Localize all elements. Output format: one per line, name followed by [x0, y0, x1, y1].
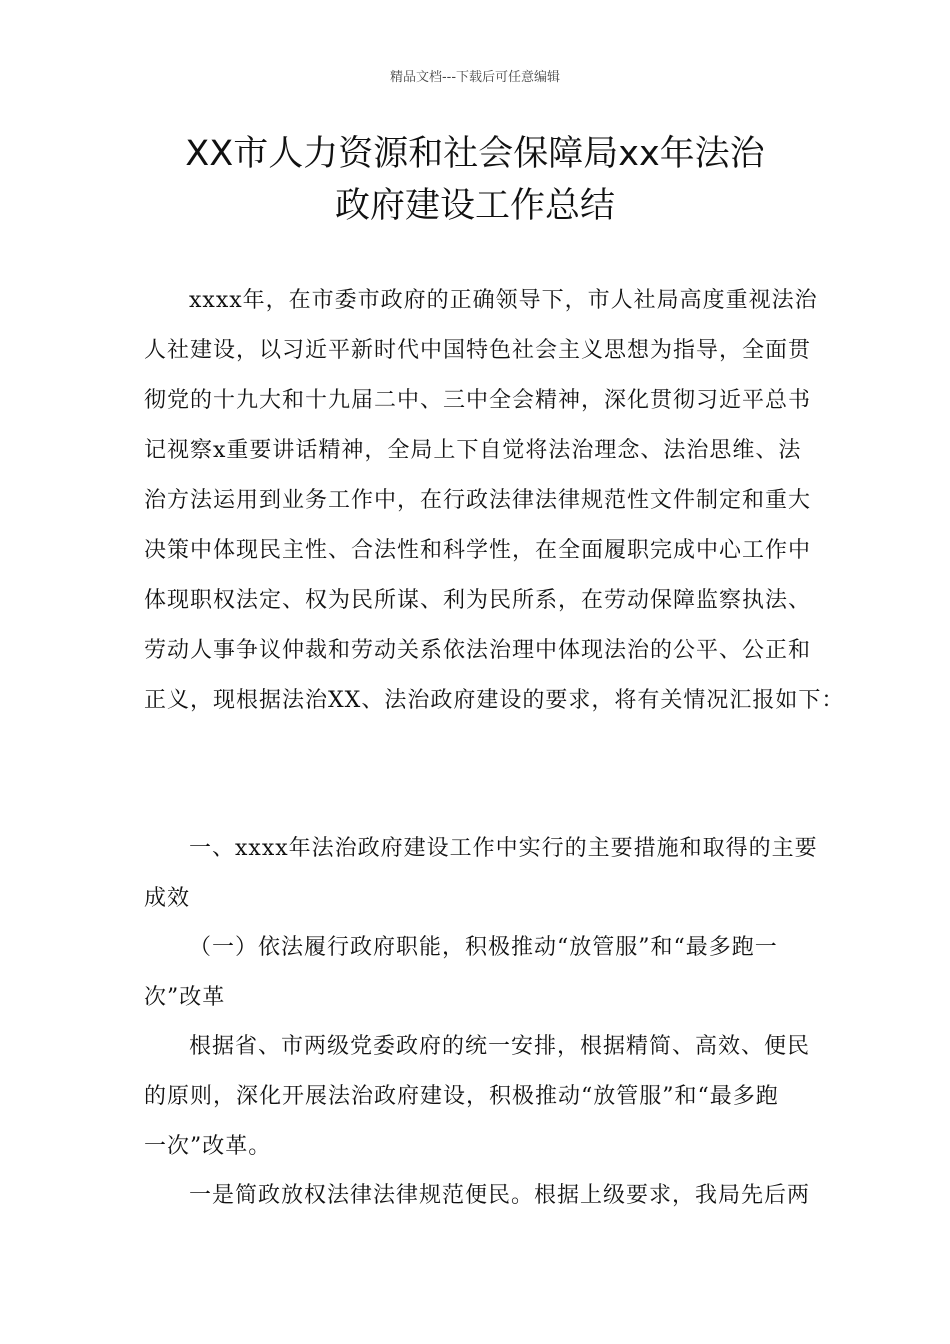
heading-line: 次”改革	[144, 985, 226, 1010]
paragraph-line: 一次”改革。	[144, 1134, 272, 1159]
section-heading-1	[144, 824, 818, 924]
header-note: 精品文档---下载后可任意编辑	[389, 70, 561, 85]
paragraph-line: 根据省、市两级党委政府的统一安排，根据精简、高效、便民	[189, 1034, 811, 1059]
title-line-1: XX市人力资源和社会保障局xx年法治	[185, 134, 765, 174]
paragraph-2	[144, 1022, 811, 1172]
paragraph-3	[144, 1171, 811, 1221]
paragraph-line: 的原则，深化开展法治政府建设，积极推动“放管服”和“最多跑	[144, 1084, 779, 1109]
paragraph-line: 人社建设，以习近平新时代中国特色社会主义思想为指导，全面贯	[144, 338, 812, 363]
paragraph-line: 记视察x重要讲话精神，全局上下自觉将法治理念、法治思维、法	[144, 438, 802, 463]
title-line-2: 政府建设工作总结	[334, 186, 615, 226]
heading-line: （一）依法履行政府职能，积极推动“放管服”和“最多跑一	[189, 935, 778, 960]
paragraph-line: 彻党的十九大和十九届二中、三中全会精神，深化贯彻习近平总书	[144, 388, 812, 413]
paragraph-line: 体现职权法定、权为民所谋、利为民所系，在劳动保障监察执法、	[144, 588, 812, 613]
paragraph-line: 劳动人事争议仲裁和劳动关系依法治理中体现法治的公平、公正和	[144, 638, 812, 663]
intro-paragraph	[144, 276, 845, 726]
paragraph-line: 正义，现根据法治XX、法治政府建设的要求，将有关情况汇报如下：	[144, 688, 845, 713]
subsection-heading-1-1	[144, 923, 808, 1023]
paragraph-line: 决策中体现民主性、合法性和科学性，在全面履职完成中心工作中	[144, 538, 812, 563]
document-title	[120, 128, 830, 232]
paragraph-line: xxxx年，在市委市政府的正确领导下，市人社局高度重视法治	[189, 288, 818, 313]
heading-line: 成效	[144, 886, 191, 911]
paragraph-line: 一是简政放权法律法律规范便民。根据上级要求，我局先后两	[189, 1183, 811, 1208]
heading-line: 一、xxxx年法治政府建设工作中实行的主要措施和取得的主要	[189, 836, 818, 861]
paragraph-line: 治方法运用到业务工作中，在行政法律法律规范性文件制定和重大	[144, 488, 812, 513]
